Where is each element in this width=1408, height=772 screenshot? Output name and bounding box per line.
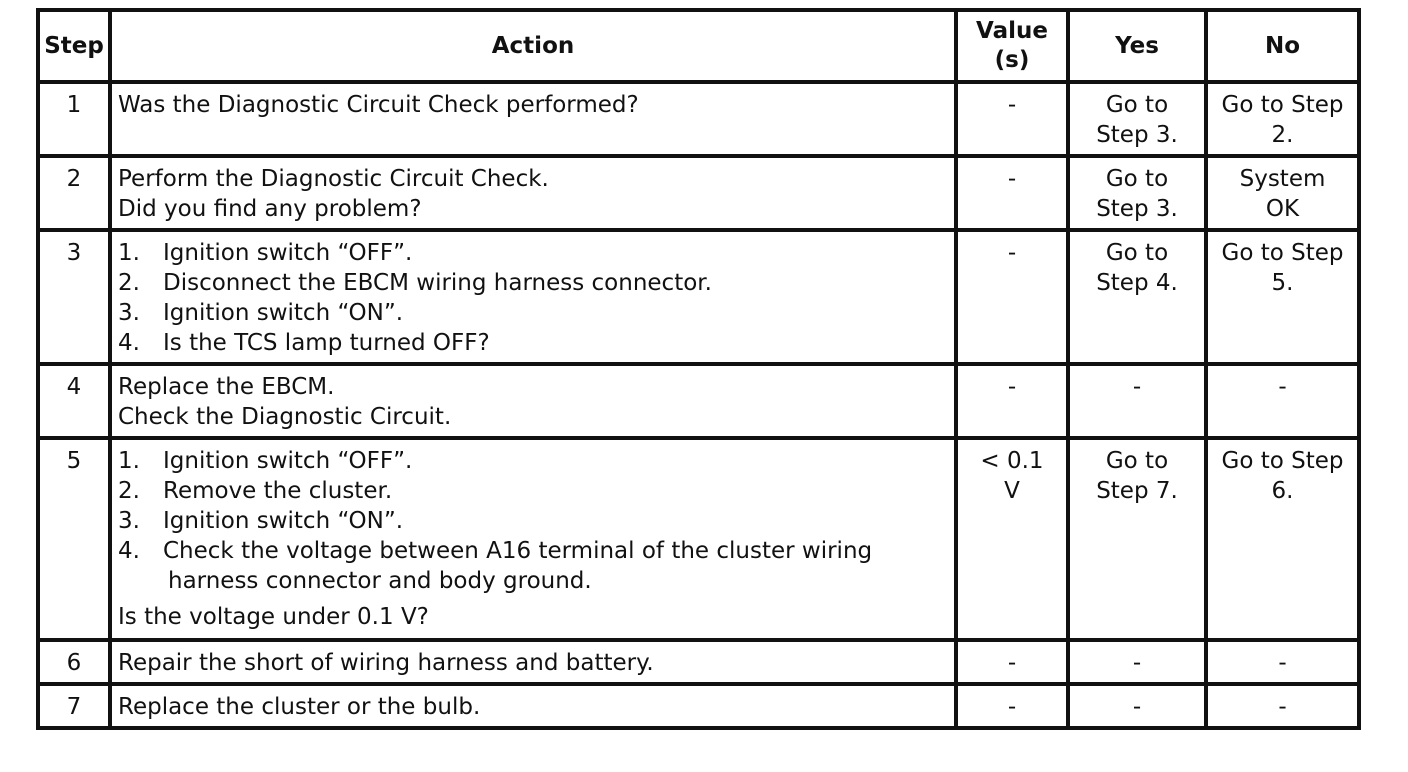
action-cell: [110, 156, 956, 230]
list-item: [118, 238, 948, 268]
no-cell: -: [1206, 640, 1359, 684]
value-cell: -: [956, 230, 1068, 364]
action-cell: [110, 438, 956, 640]
step-cell: 5: [38, 438, 110, 640]
step-cell: 2: [38, 156, 110, 230]
no-text: System OK: [1239, 166, 1326, 222]
action-line: Replace the cluster or the bulb.: [118, 694, 481, 720]
yes-text: Go to Step 7.: [1096, 448, 1178, 504]
diagnostic-table: [36, 8, 1361, 730]
action-cell: [110, 82, 956, 156]
header-yes: Yes: [1068, 10, 1206, 82]
list-item-text: Ignition switch “OFF”.: [163, 240, 413, 266]
step-cell: 3: [38, 230, 110, 364]
header-step: Step: [38, 10, 110, 82]
step-cell: 6: [38, 640, 110, 684]
no-cell: -: [1206, 364, 1359, 438]
yes-cell: [1068, 156, 1206, 230]
list-item-text: Check the voltage between A16 terminal of the cluster wiring: [163, 538, 873, 564]
value-cell: -: [956, 364, 1068, 438]
list-item-text: Ignition switch “OFF”.: [163, 448, 413, 474]
action-line: Did you find any problem?: [118, 196, 422, 222]
action-question: Is the voltage under 0.1 V?: [118, 604, 429, 630]
table-row: [38, 82, 1359, 156]
step-cell: 7: [38, 684, 110, 728]
header-value-text: Value (s): [976, 18, 1048, 73]
action-line: Replace the EBCM.: [118, 374, 335, 400]
list-item-number: 1.: [118, 240, 140, 266]
list-item-text: Ignition switch “ON”.: [163, 300, 404, 326]
no-cell: [1206, 438, 1359, 640]
action-cell: [110, 364, 956, 438]
table-row: [38, 230, 1359, 364]
action-list: [118, 238, 948, 358]
list-item-number: 4.: [118, 330, 140, 356]
list-item-number: 4.: [118, 538, 140, 564]
value-cell: [956, 438, 1068, 640]
list-item-number: 3.: [118, 508, 140, 534]
action-list: [118, 446, 948, 596]
list-item-text: Disconnect the EBCM wiring harness connector.: [163, 270, 712, 296]
no-text: Go to Step 2.: [1221, 92, 1344, 148]
action-cell: [110, 640, 956, 684]
yes-text: Go to Step 4.: [1096, 240, 1178, 296]
list-item: [118, 328, 948, 358]
list-item-number: 2.: [118, 270, 140, 296]
value-text: < 0.1 V: [980, 448, 1044, 504]
no-cell: [1206, 230, 1359, 364]
value-cell: -: [956, 156, 1068, 230]
header-no: No: [1206, 10, 1359, 82]
list-item: [118, 268, 948, 298]
list-item-text: Remove the cluster.: [163, 478, 393, 504]
list-item: [118, 506, 948, 536]
step-cell: 1: [38, 82, 110, 156]
no-cell: [1206, 156, 1359, 230]
action-line: Repair the short of wiring harness and battery.: [118, 650, 654, 676]
value-cell: -: [956, 82, 1068, 156]
table-row: [38, 438, 1359, 640]
yes-cell: [1068, 230, 1206, 364]
list-item-number: 1.: [118, 448, 140, 474]
no-cell: [1206, 82, 1359, 156]
header-value: [956, 10, 1068, 82]
list-item-continuation: harness connector and body ground.: [168, 568, 592, 594]
table-row: [38, 364, 1359, 438]
table-row: [38, 640, 1359, 684]
list-item: [118, 298, 948, 328]
no-text: Go to Step 5.: [1221, 240, 1344, 296]
yes-cell: -: [1068, 640, 1206, 684]
action-cell: [110, 230, 956, 364]
action-line: Check the Diagnostic Circuit.: [118, 404, 452, 430]
list-item: [118, 476, 948, 506]
yes-text: Go to Step 3.: [1096, 92, 1178, 148]
action-line: Was the Diagnostic Circuit Check performed?: [118, 92, 639, 118]
list-item-number: 3.: [118, 300, 140, 326]
list-item-text: Ignition switch “ON”.: [163, 508, 404, 534]
action-cell: [110, 684, 956, 728]
header-action: Action: [110, 10, 956, 82]
yes-cell: -: [1068, 364, 1206, 438]
no-text: Go to Step 6.: [1221, 448, 1344, 504]
no-cell: -: [1206, 684, 1359, 728]
yes-cell: -: [1068, 684, 1206, 728]
value-cell: -: [956, 684, 1068, 728]
list-item: [118, 446, 948, 476]
list-item-number: 2.: [118, 478, 140, 504]
header-row: [38, 10, 1359, 82]
table-row: [38, 684, 1359, 728]
yes-cell: [1068, 438, 1206, 640]
value-cell: -: [956, 640, 1068, 684]
list-item-text: Is the TCS lamp turned OFF?: [163, 330, 490, 356]
step-cell: 4: [38, 364, 110, 438]
table-row: [38, 156, 1359, 230]
action-line: Perform the Diagnostic Circuit Check.: [118, 166, 549, 192]
list-item: [118, 536, 948, 596]
yes-text: Go to Step 3.: [1096, 166, 1178, 222]
yes-cell: [1068, 82, 1206, 156]
